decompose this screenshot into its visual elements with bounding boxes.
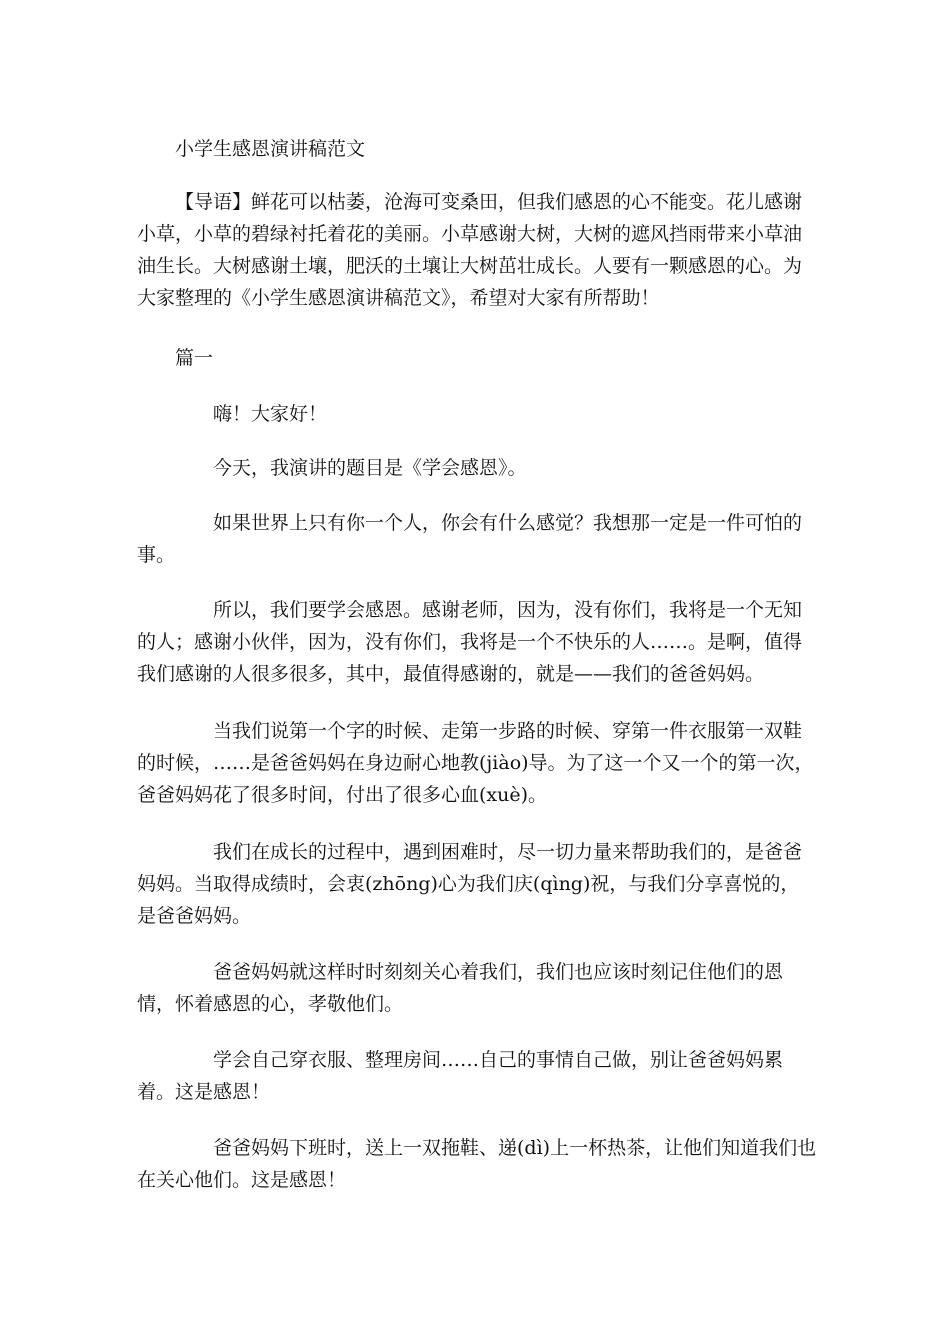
body-paragraph-8: 学会自己穿衣服、整理房间……自己的事情自己做，别让爸爸妈妈累着。这是感恩！ (137, 1049, 784, 1103)
document-title: 小学生感恩演讲稿范文 (175, 138, 366, 160)
intro-paragraph: 【导语】鲜花可以枯萎，沧海可变桑田，但我们感恩的心不能变。花儿感谢小草，小草的碧绿衬托着花的美丽。小草感谢大树，大树的遮风挡雨带来小草油油生长。大树感谢土壤，肥沃的土壤让大树茁壮成长。人要有一颗感恩的心。为大家整理的《小学生感恩演讲稿范文》，希望对大家有所帮助！ (137, 191, 803, 309)
section-heading: 篇一 (175, 347, 214, 369)
body-paragraph-2: 今天，我演讲的题目是《学会感恩》。 (213, 457, 527, 479)
body-paragraph-9: 爸爸妈妈下班时，送上一双拖鞋、递(dì)上一杯热茶，让他们知道我们也在关心他们。这是感恩！ (137, 1137, 817, 1191)
body-paragraph-1: 嗨！大家好！ (213, 403, 328, 425)
body-paragraph-4: 所以，我们要学会感恩。感谢老师，因为，没有你们，我将是一个无知的人；感谢小伙伴，因为，没有你们，我将是一个不快乐的人……。是啊，值得我们感谢的人很多很多，其中，最值得感谢的，就是——我们的爸爸妈妈。 (137, 599, 803, 685)
body-paragraph-5: 当我们说第一个字的时候、走第一步路的时候、穿第一件衣服第一双鞋的时候，……是爸爸妈妈在身边耐心地教(jiào)导。为了这一个又一个的第一次，爸爸妈妈花了很多时间，付出了很多心血(xuè)。 (137, 720, 814, 806)
body-paragraph-3: 如果世界上只有你一个人，你会有什么感觉？我想那一定是一件可怕的事。 (137, 512, 803, 566)
body-paragraph-6: 我们在成长的过程中，遇到困难时，尽一切力量来帮助我们的，是爸爸妈妈。当取得成绩时，会衷(zhōng)心为我们庆(qìng)祝，与我们分享喜悦的，是爸爸妈妈。 (137, 841, 803, 927)
body-paragraph-7: 爸爸妈妈就这样时时刻刻关心着我们，我们也应该时刻记住他们的恩情，怀着感恩的心，孝敬他们。 (137, 961, 784, 1015)
